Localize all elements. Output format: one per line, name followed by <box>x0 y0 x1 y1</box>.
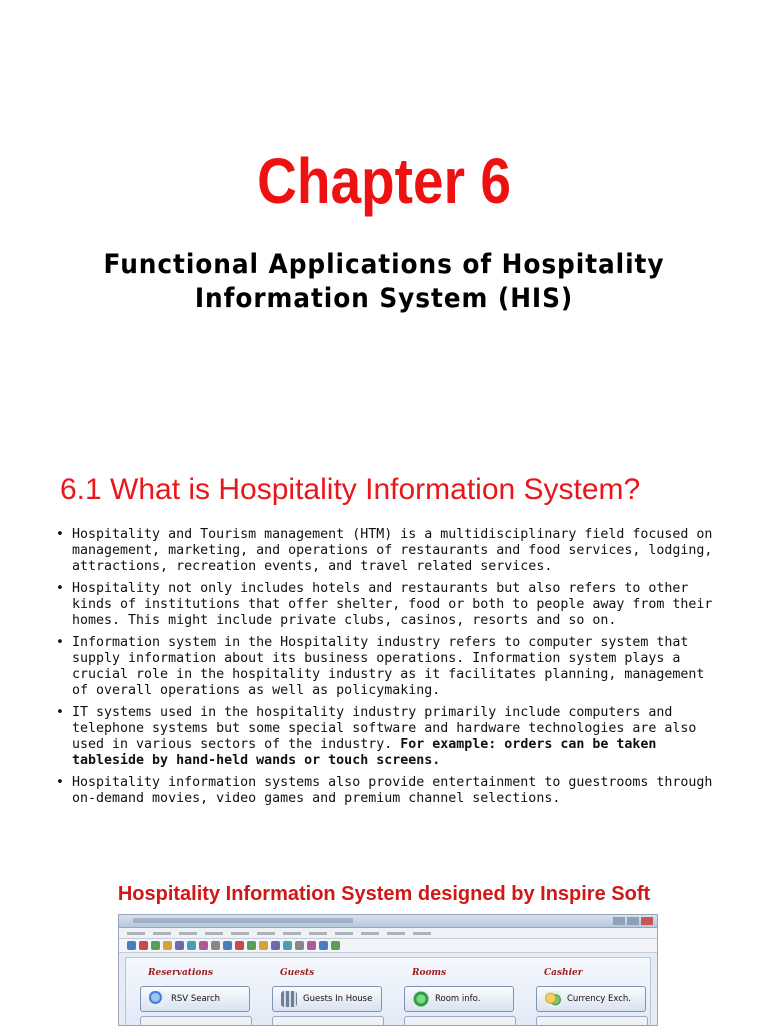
window-controls <box>613 917 653 925</box>
button-label: Room info. <box>435 994 481 1004</box>
column-guests <box>272 968 392 1026</box>
bullet-text: Hospitality and Tourism management (HTM) is a multidisciplinary field focused on management, marketing, and operations of restaurants and food services, lodging, attractions, recreation events, and travel related services. <box>72 527 713 574</box>
column-label: Guests <box>280 968 315 978</box>
button-label: RSV Search <box>171 994 221 1004</box>
column-reservations <box>140 968 260 1026</box>
guests-in-house-button[interactable] <box>272 986 382 1012</box>
chapter-subtitle <box>0 248 768 316</box>
column-label: Cashier <box>544 968 583 978</box>
chapter-title: Chapter 6 <box>257 145 511 217</box>
column-label: Rooms <box>412 968 447 978</box>
currency-exchange-button[interactable] <box>536 986 646 1012</box>
column-cashier <box>536 968 656 1026</box>
bullet-list <box>56 527 728 813</box>
rooms-second-button[interactable] <box>404 1016 516 1026</box>
bullet-item <box>56 527 728 575</box>
section-heading: 6.1 What is Hospitality Information System? <box>60 473 641 506</box>
bullet-text: Information system in the Hospitality industry refers to computer system that supply information about its business operations. Information system plays a crucial role in the hospitality industry as it facilitates planning, management of overall operations as well as policymaking. <box>72 635 705 698</box>
app-menubar <box>119 928 657 939</box>
room-icon <box>413 991 429 1007</box>
bullet-item <box>56 705 728 769</box>
cashier-second-button[interactable] <box>536 1016 648 1026</box>
bullet-text: IT systems used in the hospitality industry primarily include computers and telephone systems but some special software and hardware technologies are also used in various sectors of the industry. <box>72 705 697 752</box>
bullet-bold-example: For example: orders can be taken tableside by hand-held wands or touch screens. <box>72 737 657 768</box>
guests-second-button[interactable] <box>272 1016 384 1026</box>
subtitle-line-1: Functional Applications of Hospitality <box>103 249 665 280</box>
app-main-panel <box>125 957 651 1026</box>
button-label: Guests In House <box>303 994 373 1004</box>
bullet-text: Hospitality not only includes hotels and restaurants but also refers to other kinds of institutions that offer shelter, food or both to people away from their homes. This might include private clubs, casinos, resorts and so on. <box>72 581 713 628</box>
room-info-button[interactable] <box>404 986 514 1012</box>
bullet-item <box>56 581 728 629</box>
grid-icon <box>281 991 297 1007</box>
app-titlebar <box>119 915 657 928</box>
search-icon <box>149 991 165 1007</box>
rsv-search-button[interactable] <box>140 986 250 1012</box>
reservations-second-button[interactable] <box>140 1016 252 1026</box>
button-label: Currency Exch. <box>567 994 632 1004</box>
bullet-text: Hospitality information systems also provide entertainment to guestrooms through on-demand movies, video games and premium channel selections. <box>72 775 713 806</box>
currency-icon <box>545 991 561 1007</box>
app-toolbar <box>119 939 657 953</box>
bullet-item <box>56 635 728 699</box>
bullet-item <box>56 775 728 807</box>
subtitle-line-2: Information System (HIS) <box>194 283 574 314</box>
column-label: Reservations <box>148 968 213 978</box>
figure-caption: Hospitality Information System designed by Inspire Soft <box>117 883 651 905</box>
his-software-screenshot <box>118 914 658 1026</box>
app-title-placeholder <box>133 918 353 923</box>
column-rooms <box>404 968 524 1026</box>
